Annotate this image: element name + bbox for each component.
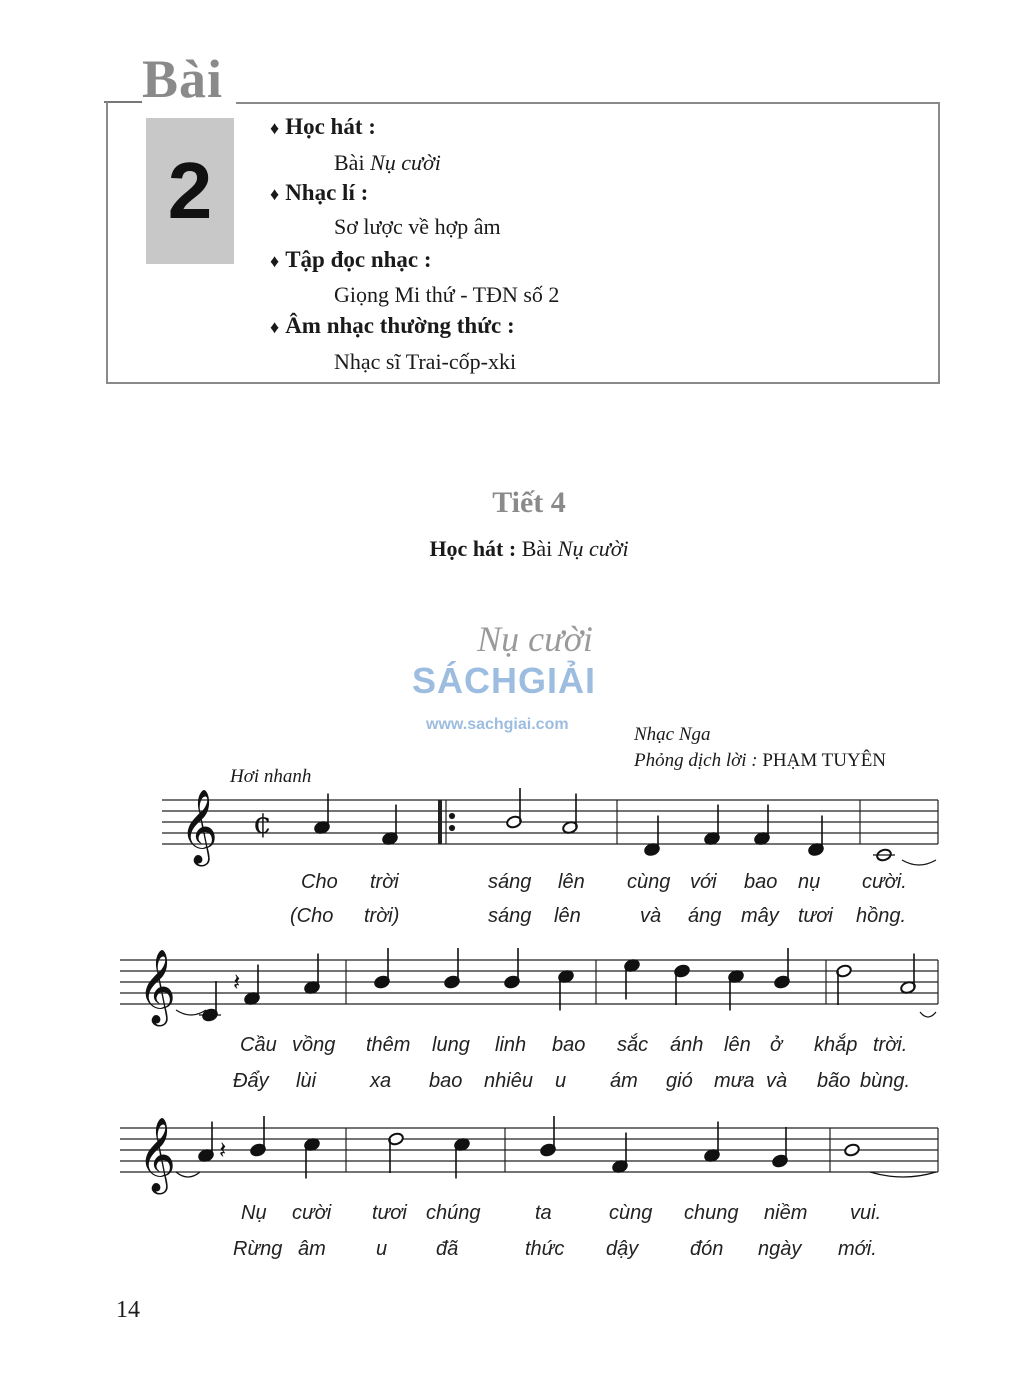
lyric-word: ngày (758, 1238, 802, 1260)
diamond-bullet-icon: ♦ (270, 317, 280, 337)
lyric-word: gió (666, 1070, 693, 1092)
lyric-word: đã (436, 1238, 459, 1260)
lyric-word: trời. (873, 1034, 908, 1056)
tie (176, 1010, 206, 1015)
lyric-word: chúng (426, 1202, 481, 1224)
lyric-word: khắp (814, 1034, 858, 1056)
item-detail-theory: Sơ lược về hợp âm (334, 214, 501, 239)
lyric-word: trời) (364, 905, 400, 927)
lyric-word: (Cho (290, 905, 334, 927)
lyric-word: xa (370, 1070, 392, 1092)
item-heading-theory: ♦ Nhạc lí : (270, 180, 369, 205)
lyric-word: và (766, 1070, 788, 1092)
lyric-word: vồng (292, 1034, 336, 1056)
note-head (844, 1143, 861, 1157)
quarter-rest-icon: 𝄽 (219, 1136, 227, 1164)
lyric-word: ở (770, 1034, 783, 1056)
item-detail-singing: Bài Nụ cười (334, 150, 441, 175)
lyric-word: bùng. (860, 1070, 911, 1092)
lyric-word: niềm (764, 1202, 808, 1224)
diamond-bullet-icon: ♦ (270, 184, 280, 204)
lyric-word: nụ (798, 871, 821, 893)
lyric-word: mưa (714, 1070, 755, 1092)
lyric-word: sáng (488, 871, 532, 893)
lyric-word: linh (495, 1034, 527, 1056)
lyric-word: u (376, 1238, 388, 1260)
lyric-word: bao (552, 1034, 586, 1056)
lyric-word: đón (690, 1238, 724, 1260)
lyric-word: lên (724, 1034, 751, 1056)
lyric-word: tươi (372, 1202, 407, 1224)
lyric-word: u (555, 1070, 567, 1092)
lyric-word: sáng (488, 905, 532, 927)
lyric-word: mây (741, 905, 779, 927)
lyric-word: âm (298, 1238, 326, 1260)
item-heading-sight-reading: ♦ Tập đọc nhạc : (270, 247, 432, 272)
lyric-word: Cầu (240, 1034, 277, 1056)
lyric-word: hồng. (856, 905, 907, 927)
lyric-word: cười. (862, 871, 907, 893)
lyric-word: thức (525, 1238, 565, 1260)
period-subtitle: Học hát : Bài Nụ cười (429, 536, 629, 561)
lyric-word: bao (744, 871, 778, 893)
item-heading-appreciation: ♦ Âm nhạc thường thức : (270, 313, 515, 338)
lyric-word: cười (292, 1202, 332, 1224)
lyric-word: lung (432, 1034, 470, 1056)
lyric-word: thêm (366, 1034, 411, 1056)
lyric-word: bao (429, 1070, 463, 1092)
lesson-label: Bài (142, 49, 224, 109)
lyricist-credit: Phỏng dịch lời : PHẠM TUYÊN (634, 750, 887, 771)
lyric-word: ta (535, 1202, 552, 1224)
tempo-marking: Hơi nhanh (230, 766, 312, 787)
lyric-word: mới. (838, 1238, 877, 1260)
lyric-word: với (690, 871, 717, 893)
page-number: 14 (116, 1297, 140, 1323)
song-title: Nụ cười (477, 619, 593, 659)
item-heading-singing: ♦ Học hát : (270, 114, 376, 139)
repeat-dot (450, 826, 455, 831)
lyric-word: trời (370, 871, 399, 893)
lyric-word: cùng (609, 1202, 653, 1224)
lyric-word: lùi (296, 1070, 317, 1092)
lyric-word: vui. (850, 1202, 882, 1224)
composer-credit: Nhạc Nga (634, 724, 711, 745)
tie (920, 1012, 936, 1017)
lyric-word: lên (554, 905, 581, 927)
lyric-word: tươi (798, 905, 833, 927)
tie (176, 1172, 200, 1177)
quarter-rest-icon: 𝄽 (233, 968, 241, 996)
watermark-url: www.sachgiai.com (426, 716, 569, 733)
diamond-bullet-icon: ♦ (270, 118, 280, 138)
lyric-word: cùng (627, 871, 671, 893)
treble-clef-icon: 𝄞 (180, 790, 218, 864)
lyric-word: nhiêu (484, 1070, 533, 1092)
lyric-word: Đẩy (233, 1070, 269, 1092)
item-detail-appreciation: Nhạc sĩ Trai-cốp-xki (334, 349, 517, 374)
lyric-word: Rừng (233, 1238, 283, 1260)
lyric-word: Cho (301, 871, 338, 893)
item-detail-sight-reading: Giọng Mi thứ - TĐN số 2 (334, 282, 560, 307)
time-signature: ¢ (253, 806, 273, 841)
lyric-word: lên (558, 871, 585, 893)
repeat-dot (450, 814, 455, 819)
watermark-logo: SÁCHGIẢI (412, 660, 597, 701)
lyric-word: ánh (670, 1034, 704, 1056)
tie (870, 1172, 936, 1177)
period-title: Tiết 4 (492, 486, 566, 519)
lyric-word: dậy (606, 1238, 639, 1260)
lyric-word: áng (688, 905, 722, 927)
lyric-word: bão (817, 1070, 851, 1092)
lesson-number: 2 (167, 146, 213, 235)
tie (902, 860, 936, 865)
lyric-word: ám (610, 1070, 638, 1092)
lyric-word: chung (684, 1202, 739, 1224)
lyric-word: và (640, 905, 662, 927)
lyric-word: sắc (617, 1034, 649, 1056)
lyric-word: Nụ (241, 1202, 267, 1224)
diamond-bullet-icon: ♦ (270, 251, 280, 271)
treble-clef-icon: 𝄞 (138, 950, 176, 1024)
treble-clef-icon: 𝄞 (138, 1118, 176, 1192)
